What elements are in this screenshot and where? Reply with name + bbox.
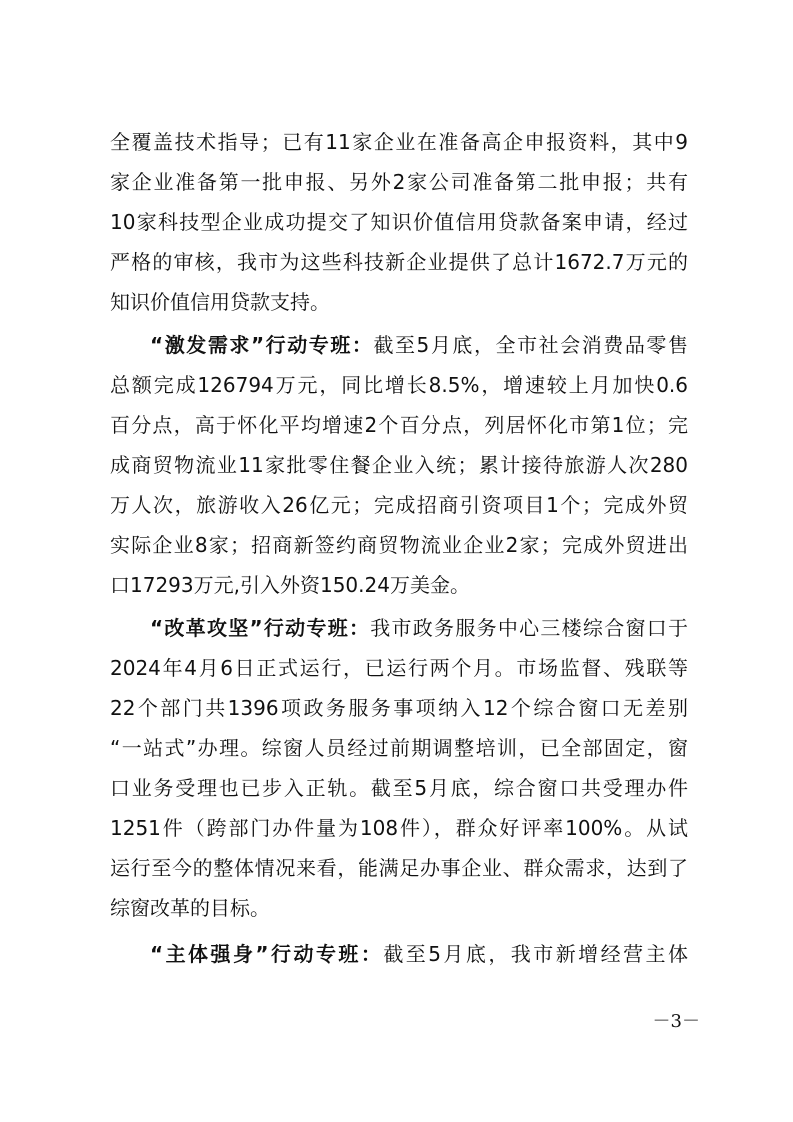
paragraph-3-line-1-text: 我市政务服务中心三楼综合窗口于 — [370, 616, 689, 640]
paragraph-3-line-6: 1251件（跨部门办件量为108件），群众好评率100%。从试 — [110, 816, 688, 840]
paragraph-2-heading: “激发需求”行动专班： — [150, 333, 374, 357]
page-number: －3－ — [652, 1011, 700, 1032]
paragraph-2-line-3: 百分点，高于怀化平均增速2个百分点，列居怀化市第1位；完 — [110, 413, 688, 437]
paragraph-1-line-4: 严格的审核，我市为这些科技新企业提供了总计1672.7万元的 — [110, 250, 688, 274]
paragraph-3-line-8: 综窗改革的目标。 — [110, 896, 270, 920]
paragraph-1-line-3: 10家科技型企业成功提交了知识价值信用贷款备案申请，经过 — [110, 210, 688, 234]
paragraph-2-line-2: 总额完成126794万元，同比增长8.5%，增速较上月加快0.6 — [110, 373, 688, 397]
paragraph-1-line-5: 知识价值信用贷款支持。 — [110, 290, 330, 314]
paragraph-3-line-1 — [150, 608, 688, 648]
paragraph-2-line-1-text: 截至5月底，全市社会消费品零售 — [373, 333, 688, 357]
paragraph-3-line-3: 22个部门共1396项政务服务事项纳入12个综合窗口无差别 — [110, 696, 688, 720]
paragraph-1-line-2: 家企业准备第一批申报、另外2家公司准备第二批申报；共有 — [110, 170, 688, 194]
paragraph-3-heading: “改革攻坚”行动专班： — [150, 616, 371, 640]
paragraph-4-line-1-text: 截至5月底，我市新增经营主体 — [383, 942, 688, 966]
paragraph-3-line-2: 2024年4月6日正式运行，已运行两个月。市场监督、残联等 — [110, 656, 688, 680]
paragraph-1-line-1: 全覆盖技术指导；已有11家企业在准备高企申报资料，其中9 — [110, 130, 688, 154]
paragraph-4-line-1 — [150, 934, 688, 974]
paragraph-2-line-1 — [150, 325, 688, 365]
paragraph-2-line-5: 万人次，旅游收入26亿元；完成招商引资项目1个；完成外贸 — [110, 493, 688, 517]
paragraph-3-line-4: “一站式”办理。综窗人员经过前期调整培训，已全部固定，窗 — [110, 736, 688, 760]
paragraph-2-line-4: 成商贸物流业11家批零住餐企业入统；累计接待旅游人次280 — [110, 453, 688, 477]
paragraph-2-line-6: 实际企业8家；招商新签约商贸物流业企业2家；完成外贸进出 — [110, 533, 688, 557]
paragraph-4-heading: “主体强身”行动专班： — [150, 942, 384, 966]
paragraph-3-line-5: 口业务受理也已步入正轨。截至5月底，综合窗口共受理办件 — [110, 776, 688, 800]
paragraph-3-line-7: 运行至今的整体情况来看，能满足办事企业、群众需求，达到了 — [110, 856, 688, 880]
paragraph-2-line-7: 口17293万元,引入外资150.24万美金。 — [110, 573, 470, 597]
